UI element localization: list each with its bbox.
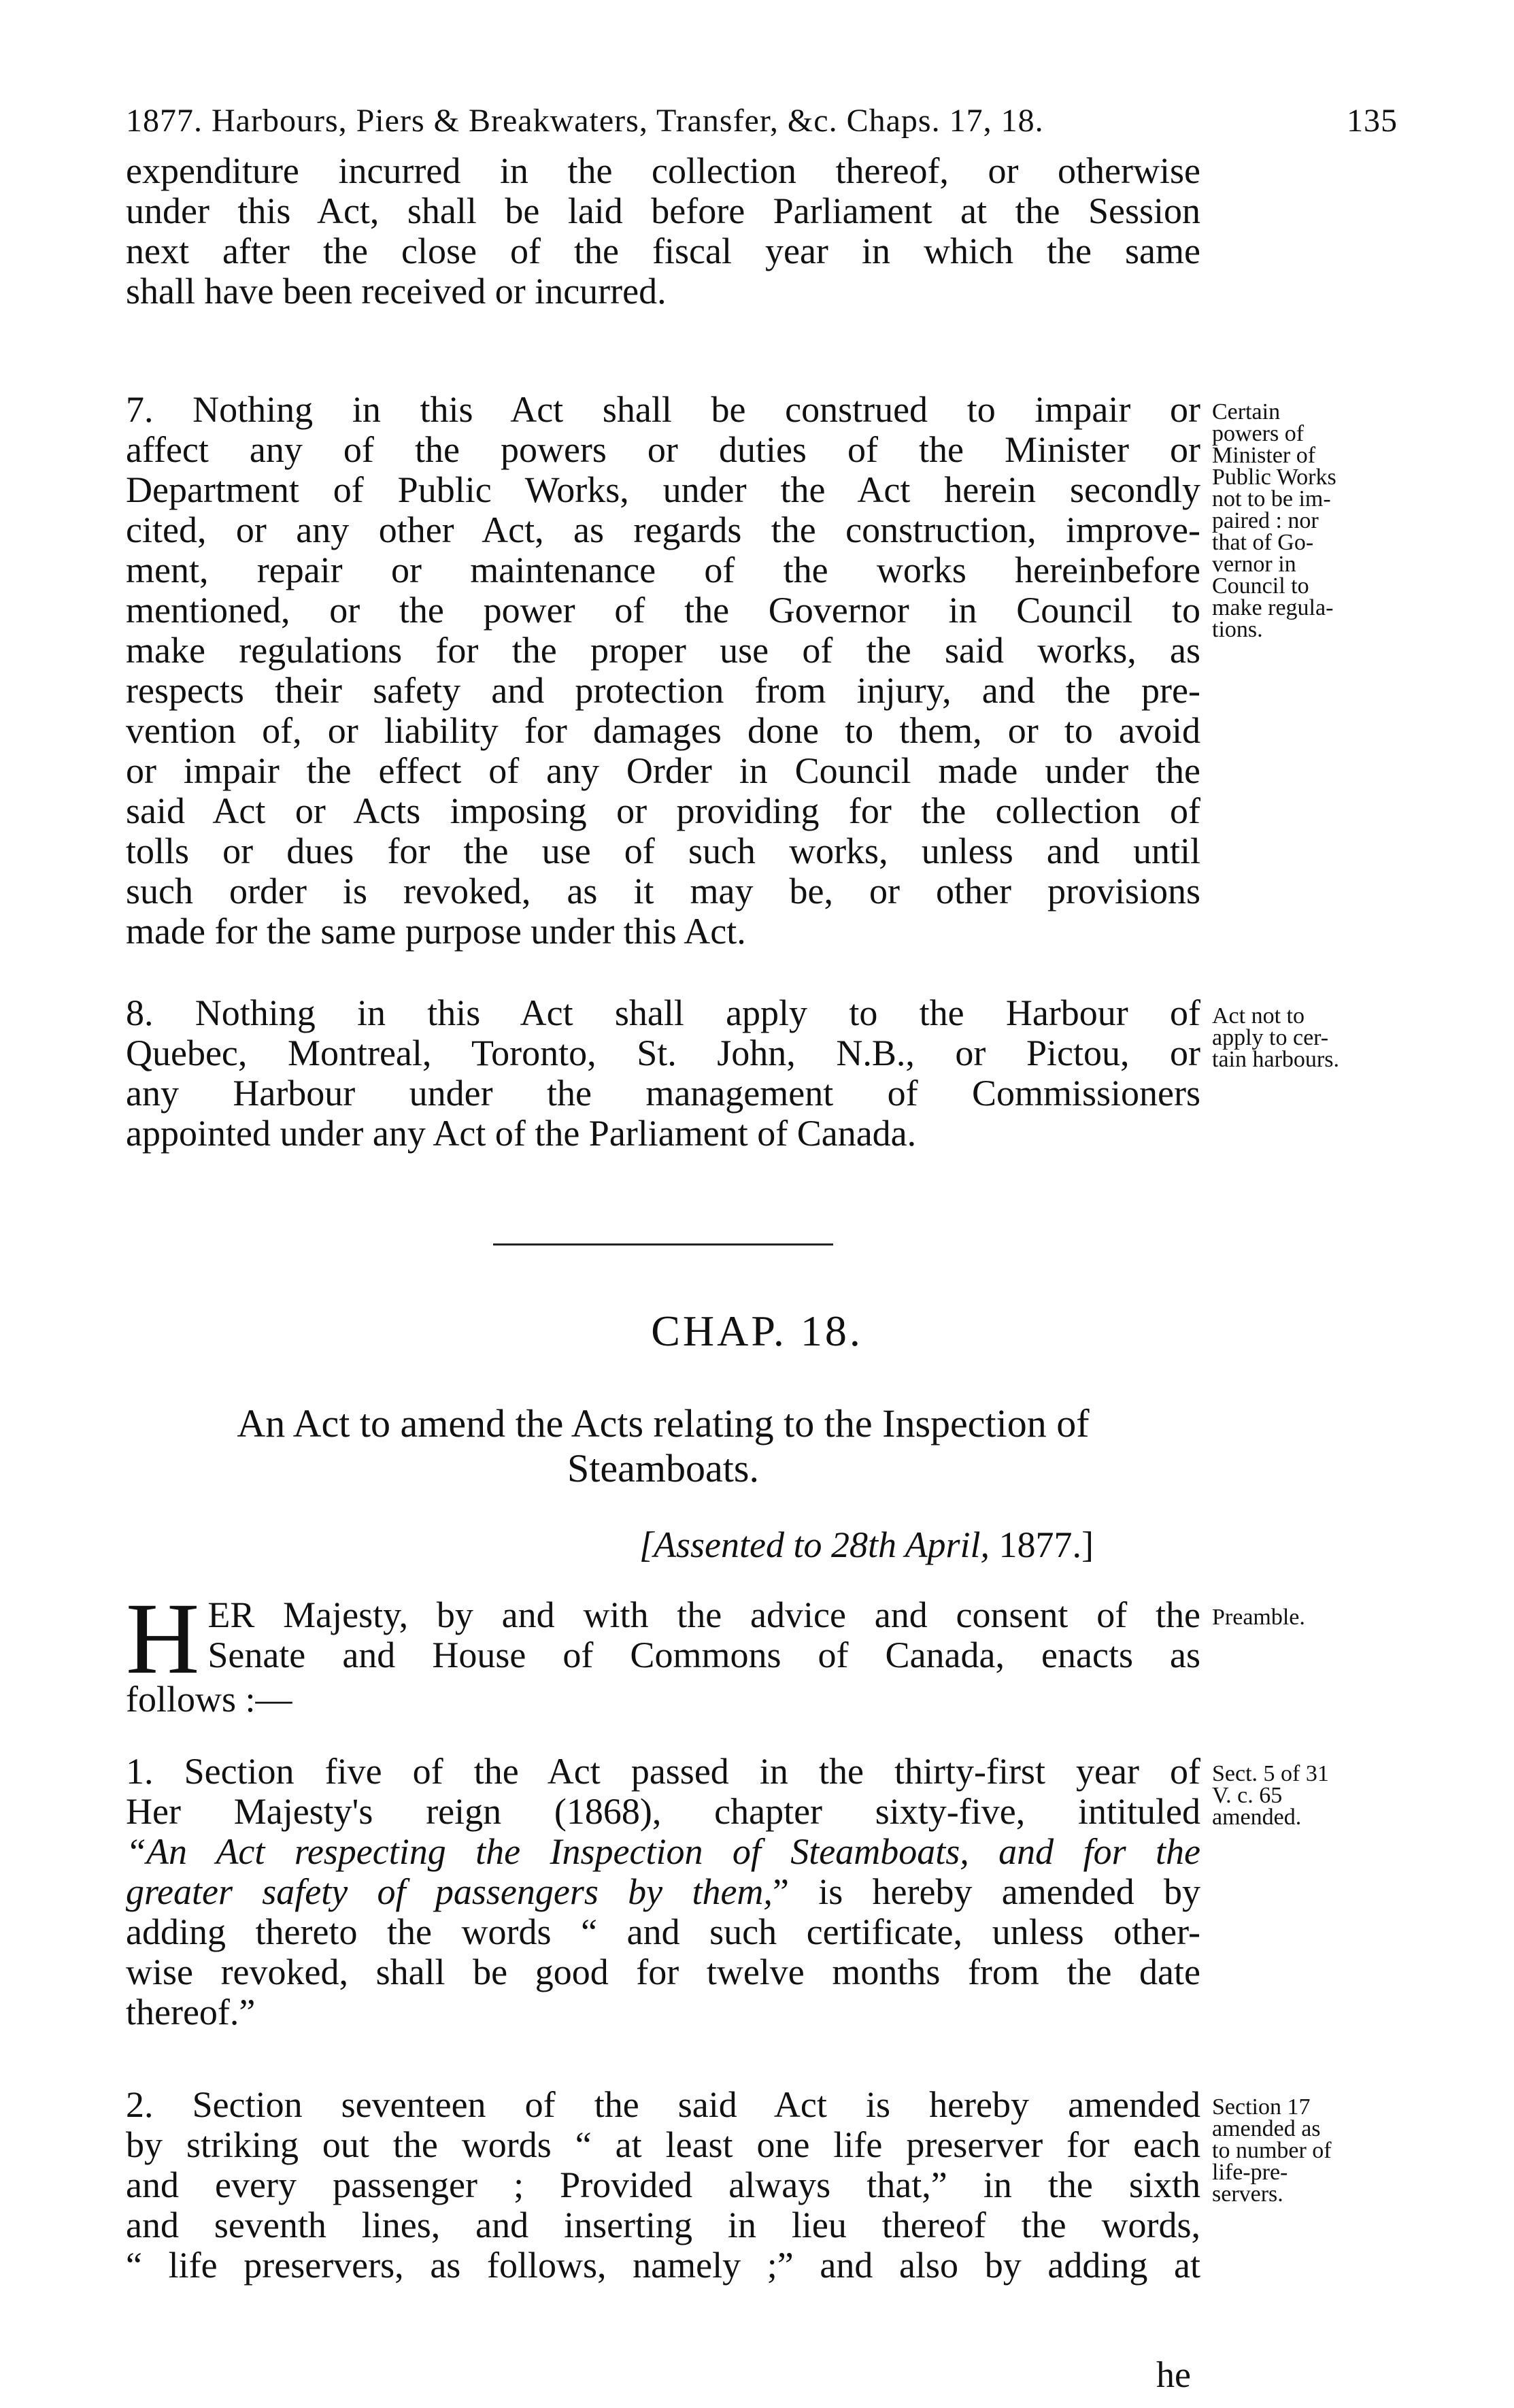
chapter-heading: CHAP. 18. [651, 1307, 863, 1355]
text-line: expenditure incurred in the collection thereof, or otherwise [126, 151, 1200, 191]
title-line: An Act to amend the Acts relating to the Inspection of [237, 1401, 1090, 1445]
continued-paragraph [126, 151, 1200, 312]
header-title: 1877. Harbours, Piers & Breakwaters, Transfer, &c. Chaps. 17, 18. [126, 103, 1044, 139]
text-line: tolls or dues for the use of such works, unless and until [126, 831, 1200, 871]
text-line [126, 1872, 1200, 1912]
text-line: Senate and House of Commons of Canada, enacts as [207, 1635, 1200, 1675]
italic-title: “An Act respecting the Inspection of Steamboats, and for the [126, 1832, 1200, 1872]
catchword: he [1156, 2354, 1191, 2395]
margin-line: Act not to [1212, 1003, 1305, 1029]
margin-line: that of Go- [1212, 530, 1314, 555]
preamble [126, 1582, 1200, 1720]
text-line: said Act or Acts imposing or providing for the collection of [126, 791, 1200, 831]
section-1 [126, 1752, 1200, 2033]
margin-note-1 [1212, 1763, 1416, 1828]
text-run: ” is hereby amended by [772, 1872, 1200, 1912]
text-line: 2. Section seventeen of the said Act is hereby amended [126, 2085, 1200, 2125]
assent-line [639, 1524, 1094, 1566]
text-line: wise revoked, shall be good for twelve months from the date [126, 1952, 1200, 1992]
text-line: Her Majesty's reign (1868), chapter sixty-five, intituled [126, 1792, 1200, 1832]
text-line: 7. Nothing in this Act shall be construed to impair or [126, 390, 1200, 430]
margin-line: amended as [1212, 2116, 1321, 2141]
section-8 [126, 993, 1200, 1154]
margin-line: servers. [1212, 2181, 1283, 2207]
margin-line: not to be im- [1212, 486, 1331, 512]
margin-line: amended. [1212, 1805, 1302, 1830]
margin-line: tions. [1212, 617, 1263, 642]
page-number: 135 [1347, 103, 1398, 139]
text-line: ment, repair or maintenance of the works hereinbefore [126, 550, 1200, 590]
text-line: follows :— [126, 1679, 292, 1720]
text-line: affect any of the powers or duties of the Minister or [126, 430, 1200, 470]
text-line: respects their safety and protection from injury, and the pre- [126, 671, 1200, 711]
text-line: such order is revoked, as it may be, or other provisions [126, 871, 1200, 912]
text-line: cited, or any other Act, as regards the construction, improve- [126, 510, 1200, 550]
act-title [126, 1401, 1200, 1491]
text-line: make regulations for the proper use of the said works, as [126, 631, 1200, 671]
text-line: adding thereto the words “ and such certificate, unless other- [126, 1912, 1200, 1952]
text-line: “ life preservers, as follows, namely ;” and also by adding at [126, 2245, 1200, 2286]
text-line: mentioned, or the power of the Governor in Council to [126, 590, 1200, 631]
text-line: by striking out the words “ at least one life preserver for each [126, 2125, 1200, 2165]
text-line: or impair the effect of any Order in Council made under the [126, 751, 1200, 791]
assent-prefix: [Assented to 28th April, [639, 1524, 999, 1565]
section-divider [493, 1243, 833, 1245]
margin-note-8 [1212, 1005, 1416, 1071]
text-line: ER Majesty, by and with the advice and consent of the [207, 1595, 1200, 1635]
italic-title: greater safety of passengers by them, [126, 1872, 773, 1912]
margin-line: Sect. 5 of 31 [1212, 1761, 1329, 1786]
text-line: appointed under any Act of the Parliament of Canada. [126, 1114, 917, 1154]
text-line: 1. Section five of the Act passed in the thirty-first year of [126, 1752, 1200, 1792]
section-2 [126, 2085, 1200, 2286]
text-line: and seventh lines, and inserting in lieu thereof the words, [126, 2205, 1200, 2245]
margin-note-preamble [1212, 1607, 1416, 1628]
text-line: any Harbour under the management of Commissioners [126, 1073, 1200, 1114]
margin-note-7 [1212, 401, 1416, 641]
margin-line: Council to [1212, 573, 1309, 599]
section-7 [126, 390, 1200, 952]
text-line: vention of, or liability for damages done to them, or to avoid [126, 711, 1200, 751]
margin-line: life-pre- [1212, 2160, 1288, 2185]
text-line: made for the same purpose under this Act. [126, 912, 746, 952]
margin-line: make regula- [1212, 595, 1334, 620]
text-line: next after the close of the fiscal year in which the same [126, 231, 1200, 271]
running-header [126, 102, 1398, 150]
margin-line: Public Works [1212, 465, 1336, 490]
margin-line: Minister of [1212, 443, 1316, 468]
margin-line: to number of [1212, 2138, 1332, 2163]
text-line: and every passenger ; Provided always that,” in the sixth [126, 2165, 1200, 2205]
margin-line: V. c. 65 [1212, 1783, 1283, 1808]
text-line: shall have been received or incurred. [126, 271, 667, 312]
text-line [126, 1832, 1200, 1872]
margin-line: powers of [1212, 421, 1305, 446]
drop-cap: H [126, 1582, 200, 1695]
text-line: Quebec, Montreal, Toronto, St. John, N.B., or Pictou, or [126, 1033, 1200, 1073]
margin-line: Certain [1212, 399, 1281, 424]
margin-line: vernor in [1212, 552, 1296, 577]
text-line: under this Act, shall be laid before Parliament at the Session [126, 191, 1200, 231]
text-line: 8. Nothing in this Act shall apply to the Harbour of [126, 993, 1200, 1033]
text-line: thereof.” [126, 1992, 256, 2033]
title-line: Steamboats. [567, 1446, 759, 1490]
margin-line: apply to cer- [1212, 1025, 1329, 1050]
margin-line: Preamble. [1212, 1605, 1305, 1630]
margin-line: Section 17 [1212, 2094, 1311, 2120]
margin-note-2 [1212, 2096, 1416, 2205]
margin-line: tain harbours. [1212, 1047, 1339, 1072]
margin-line: paired : nor [1212, 508, 1319, 533]
text-line: Department of Public Works, under the Act herein secondly [126, 470, 1200, 510]
assent-year: 1877.] [998, 1524, 1094, 1565]
